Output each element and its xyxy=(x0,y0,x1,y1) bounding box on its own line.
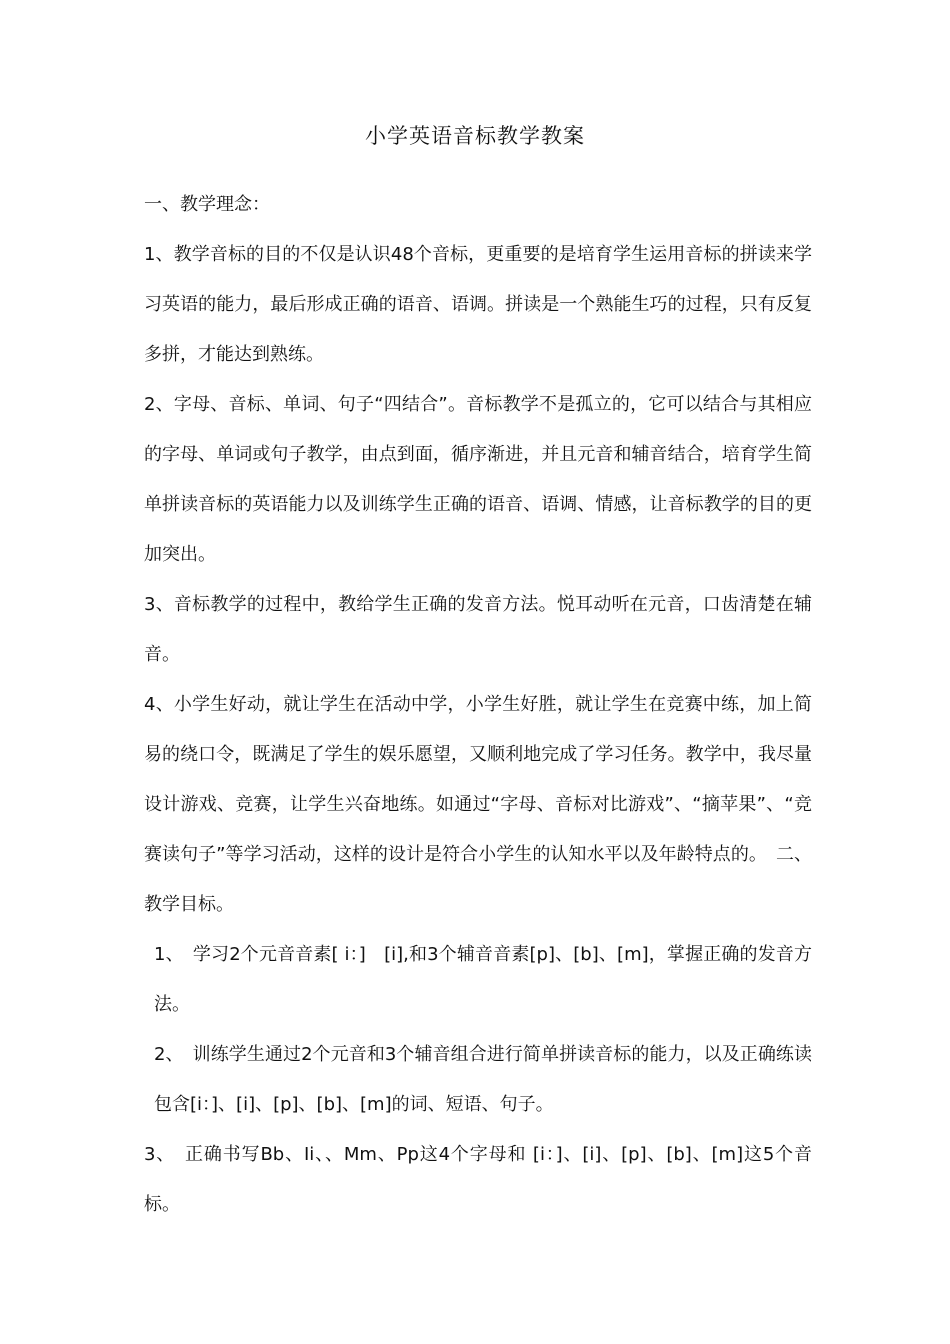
objective-item-1: 1、 学习2个元音音素[ i：] [i],和3个辅音音素[p]、[b]、[m]，掌握正确的发音方法。 xyxy=(154,944,812,1015)
paragraph-point-4: 4、小学生好动，就让学生在活动中学，小学生好胜，就让学生在竞赛中练，加上简易的绕口令，既满足了学生的娱乐愿望，又顺利地完成了学习任务。教学中，我尽量设计游戏、竞赛，让学生兴奋地练。如通过“字母、音标对比游戏”、“摘苹果”、“竞赛读句子”等学习活动，这样的设计是符合小学生的认知水平以及年龄特点的。 二、教学目标。 xyxy=(144,694,812,915)
paragraph-point-1: 1、教学音标的目的不仅是认识48个音标，更重要的是培育学生运用音标的拼读来学习英语的能力，最后形成正确的语音、语调。拼读是一个熟能生巧的过程，只有反复多拼，才能达到熟练。 xyxy=(144,244,812,365)
document-body xyxy=(144,180,812,1230)
paragraph-point-2: 2、字母、音标、单词、句子“四结合”。音标教学不是孤立的，它可以结合与其相应的字母、单词或句子教学，由点到面，循序渐进，并且元音和辅音结合，培育学生简单拼读音标的英语能力以及训练学生正确的语音、语调、情感，让音标教学的目的更加突出。 xyxy=(144,394,812,565)
objective-item-2: 2、 训练学生通过2个元音和3个辅音组合进行简单拼读音标的能力，以及正确练读包含[i：]、[i]、[p]、[b]、[m]的词、短语、句子。 xyxy=(154,1044,812,1115)
section-heading-teaching-philosophy: 一、教学理念： xyxy=(144,194,270,215)
objective-item-3: 3、 正确书写Bb、Ii、、Mm、Pp这4个字母和 [i：]、[i]、[p]、[b]、[m]这5个音标。 xyxy=(144,1144,812,1215)
paragraph-point-3: 3、音标教学的过程中，教给学生正确的发音方法。悦耳动听在元音，口齿清楚在辅音。 xyxy=(144,594,812,665)
document-title: 小学英语音标教学教案 xyxy=(365,124,585,148)
